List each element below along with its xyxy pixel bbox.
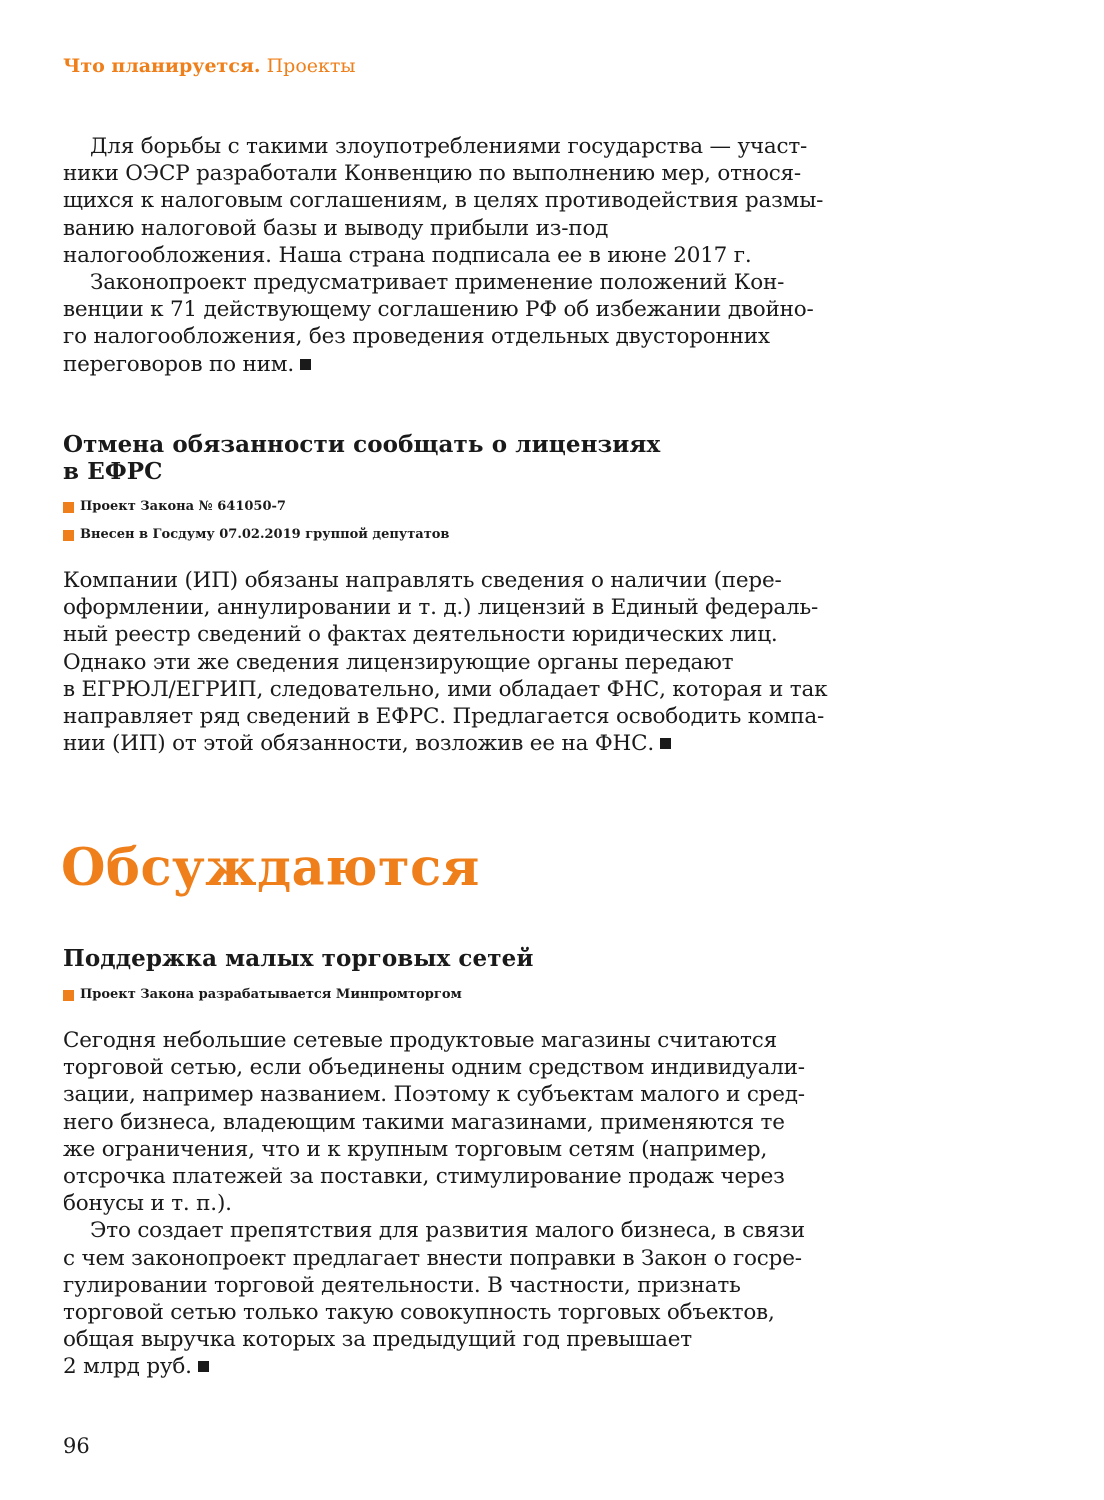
end-of-article-mark bbox=[300, 359, 311, 370]
bullet-square-icon bbox=[63, 530, 74, 541]
text-line: отсрочка платежей за поставки, стимулирование продаж через bbox=[63, 1164, 785, 1190]
text-line: общая выручка которых за предыдущий год превышает bbox=[63, 1327, 692, 1353]
text-line-content: переговоров по ним. bbox=[63, 351, 294, 377]
discussed-heading: Обсуждаются bbox=[61, 838, 480, 898]
text-line: Законопроект предусматривает применение положений Кон- bbox=[90, 270, 785, 296]
text-line: ники ОЭСР разработали Конвенцию по выполнению мер, относя- bbox=[63, 161, 801, 187]
text-line: гулировании торговой деятельности. В частности, признать bbox=[63, 1272, 741, 1298]
text-line: Это создает препятствия для развития малого бизнеса, в связи bbox=[90, 1218, 805, 1244]
page-number: 96 bbox=[63, 1434, 90, 1458]
article-efrs-meta-submitted bbox=[63, 527, 449, 543]
text-line: венции к 71 действующему соглашению РФ об избежании двойно- bbox=[63, 297, 814, 323]
article-efrs-title bbox=[63, 431, 660, 485]
article-retail-body bbox=[63, 1027, 805, 1381]
running-head bbox=[63, 55, 356, 77]
text-line: зации, например названием. Поэтому к субъектам малого и сред- bbox=[63, 1082, 805, 1108]
title-line: Поддержка малых торговых сетей bbox=[63, 945, 534, 972]
text-line bbox=[63, 351, 753, 378]
text-line-content: нии (ИП) от этой обязанности, возложив ее на ФНС. bbox=[63, 731, 654, 757]
text-line: направляет ряд сведений в ЕФРС. Предлагается освободить компа- bbox=[63, 704, 825, 730]
title-line: Отмена обязанности сообщать о лицензиях bbox=[63, 431, 661, 458]
text-line: Для борьбы с такими злоупотреблениями государства — участ- bbox=[90, 134, 808, 159]
text-line: го налогообложения, без проведения отдельных двусторонних bbox=[63, 324, 770, 350]
article-efrs-body bbox=[63, 567, 828, 757]
text-line: оформлении, аннулировании и т. д.) лицензий в Единый федераль- bbox=[63, 595, 819, 621]
text-line bbox=[63, 730, 753, 757]
meta-text: Проект Закона № 641050-7 bbox=[80, 499, 286, 514]
text-line: Сегодня небольшие сетевые продуктовые магазины считаются bbox=[63, 1028, 777, 1053]
intro-text bbox=[63, 133, 824, 378]
end-of-article-mark bbox=[660, 738, 671, 749]
text-line: торговой сетью, если объединены одним средством индивидуали- bbox=[63, 1055, 805, 1081]
text-line: Однако эти же сведения лицензирующие органы передают bbox=[63, 649, 734, 675]
text-line: него бизнеса, владеющим такими магазинами, применяются те bbox=[63, 1109, 785, 1135]
text-line: ный реестр сведений о фактах деятельности юридических лиц. bbox=[63, 622, 778, 648]
running-head-section: Что планируется. bbox=[63, 55, 261, 77]
text-line: же ограничения, что и к крупным торговым сетям (например, bbox=[63, 1136, 768, 1162]
text-line: в ЕГРЮЛ/ЕГРИП, следовательно, ими обладает ФНС, которая и так bbox=[63, 676, 828, 702]
text-line: щихся к налоговым соглашениям, в целях противодействия размы- bbox=[63, 188, 824, 214]
title-line: в ЕФРС bbox=[63, 458, 163, 485]
meta-text: Внесен в Госдуму 07.02.2019 группой депутатов bbox=[80, 527, 450, 542]
running-head-subsection: Проекты bbox=[266, 55, 356, 77]
meta-text: Проект Закона разрабатывается Минпромторгом bbox=[80, 987, 462, 1002]
text-line: налогообложения. Наша страна подписала ее в июне 2017 г. bbox=[63, 242, 752, 268]
article-retail-title bbox=[63, 945, 534, 972]
text-line: Компании (ИП) обязаны направлять сведения о наличии (пере- bbox=[63, 568, 782, 593]
text-line: с чем законопроект предлагает внести поправки в Закон о госре- bbox=[63, 1245, 802, 1271]
text-line bbox=[63, 1353, 753, 1380]
article-efrs-meta-bill bbox=[63, 499, 286, 515]
text-line: ванию налоговой базы и выводу прибыли из-под bbox=[63, 215, 609, 241]
article-retail-meta-bill bbox=[63, 987, 462, 1003]
text-line: торговой сетью только такую совокупность торговых объектов, bbox=[63, 1300, 775, 1326]
text-line-content: 2 млрд руб. bbox=[63, 1354, 192, 1380]
text-line: бонусы и т. п.). bbox=[63, 1191, 232, 1217]
end-of-article-mark bbox=[198, 1361, 209, 1372]
bullet-square-icon bbox=[63, 502, 74, 513]
bullet-square-icon bbox=[63, 990, 74, 1001]
